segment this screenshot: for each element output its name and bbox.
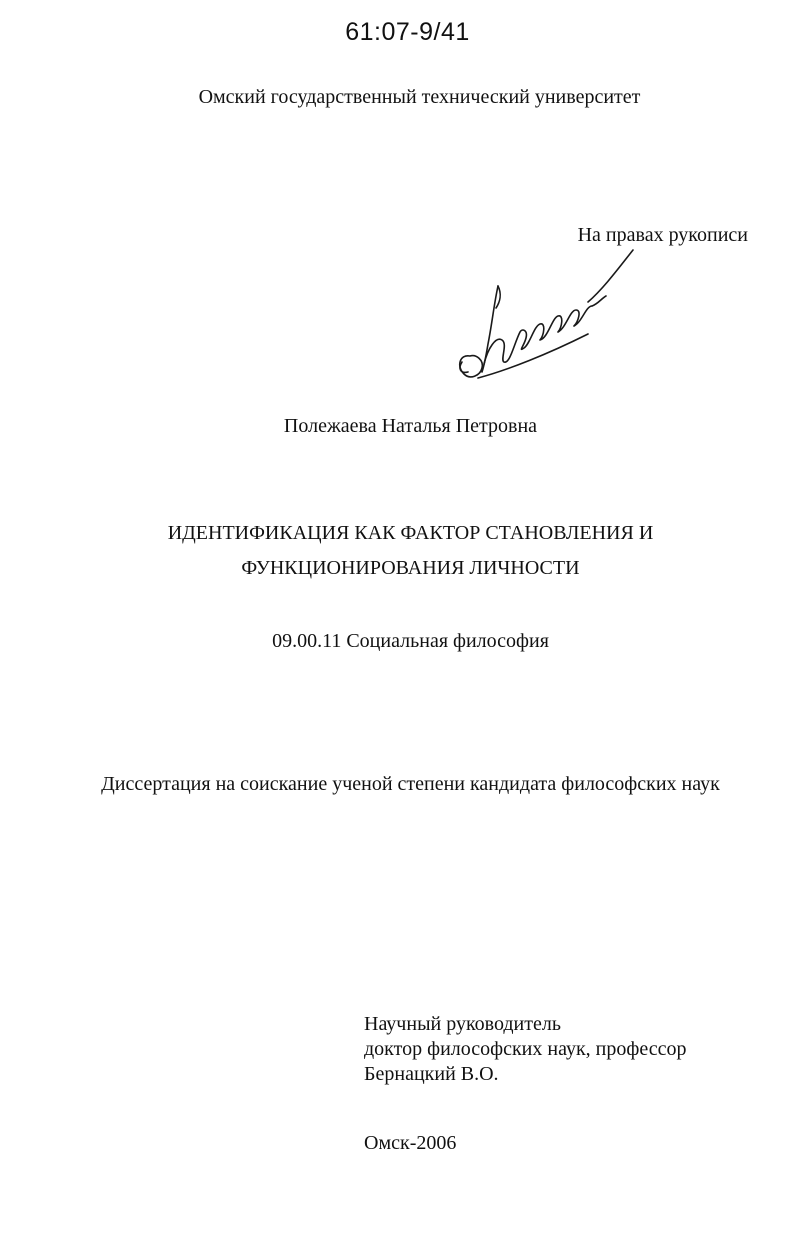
advisor-name: Бернацкий В.О. (364, 1063, 499, 1085)
catalog-code: 61:07-9/41 (345, 18, 470, 46)
author-name: Полежаева Наталья Петровна (283, 415, 538, 437)
handwritten-signature (448, 244, 648, 389)
thesis-title-line-2: ФУНКЦИОНИРОВАНИЯ ЛИЧНОСТИ (241, 557, 580, 579)
specialty-code: 09.00.11 Социальная философия (272, 630, 549, 652)
city-year: Омск-2006 (364, 1132, 457, 1154)
thesis-title-line-1: ИДЕНТИФИКАЦИЯ КАК ФАКТОР СТАНОВЛЕНИЯ И (167, 522, 654, 544)
university-name: Омский государственный технический университет (198, 86, 641, 108)
rights-note: На правах рукописи (577, 224, 748, 246)
advisor-role: Научный руководитель (364, 1013, 561, 1035)
degree-statement: Диссертация на соискание ученой степени кандидата философских наук (101, 773, 720, 795)
advisor-credentials: доктор философских наук, профессор (364, 1038, 687, 1060)
